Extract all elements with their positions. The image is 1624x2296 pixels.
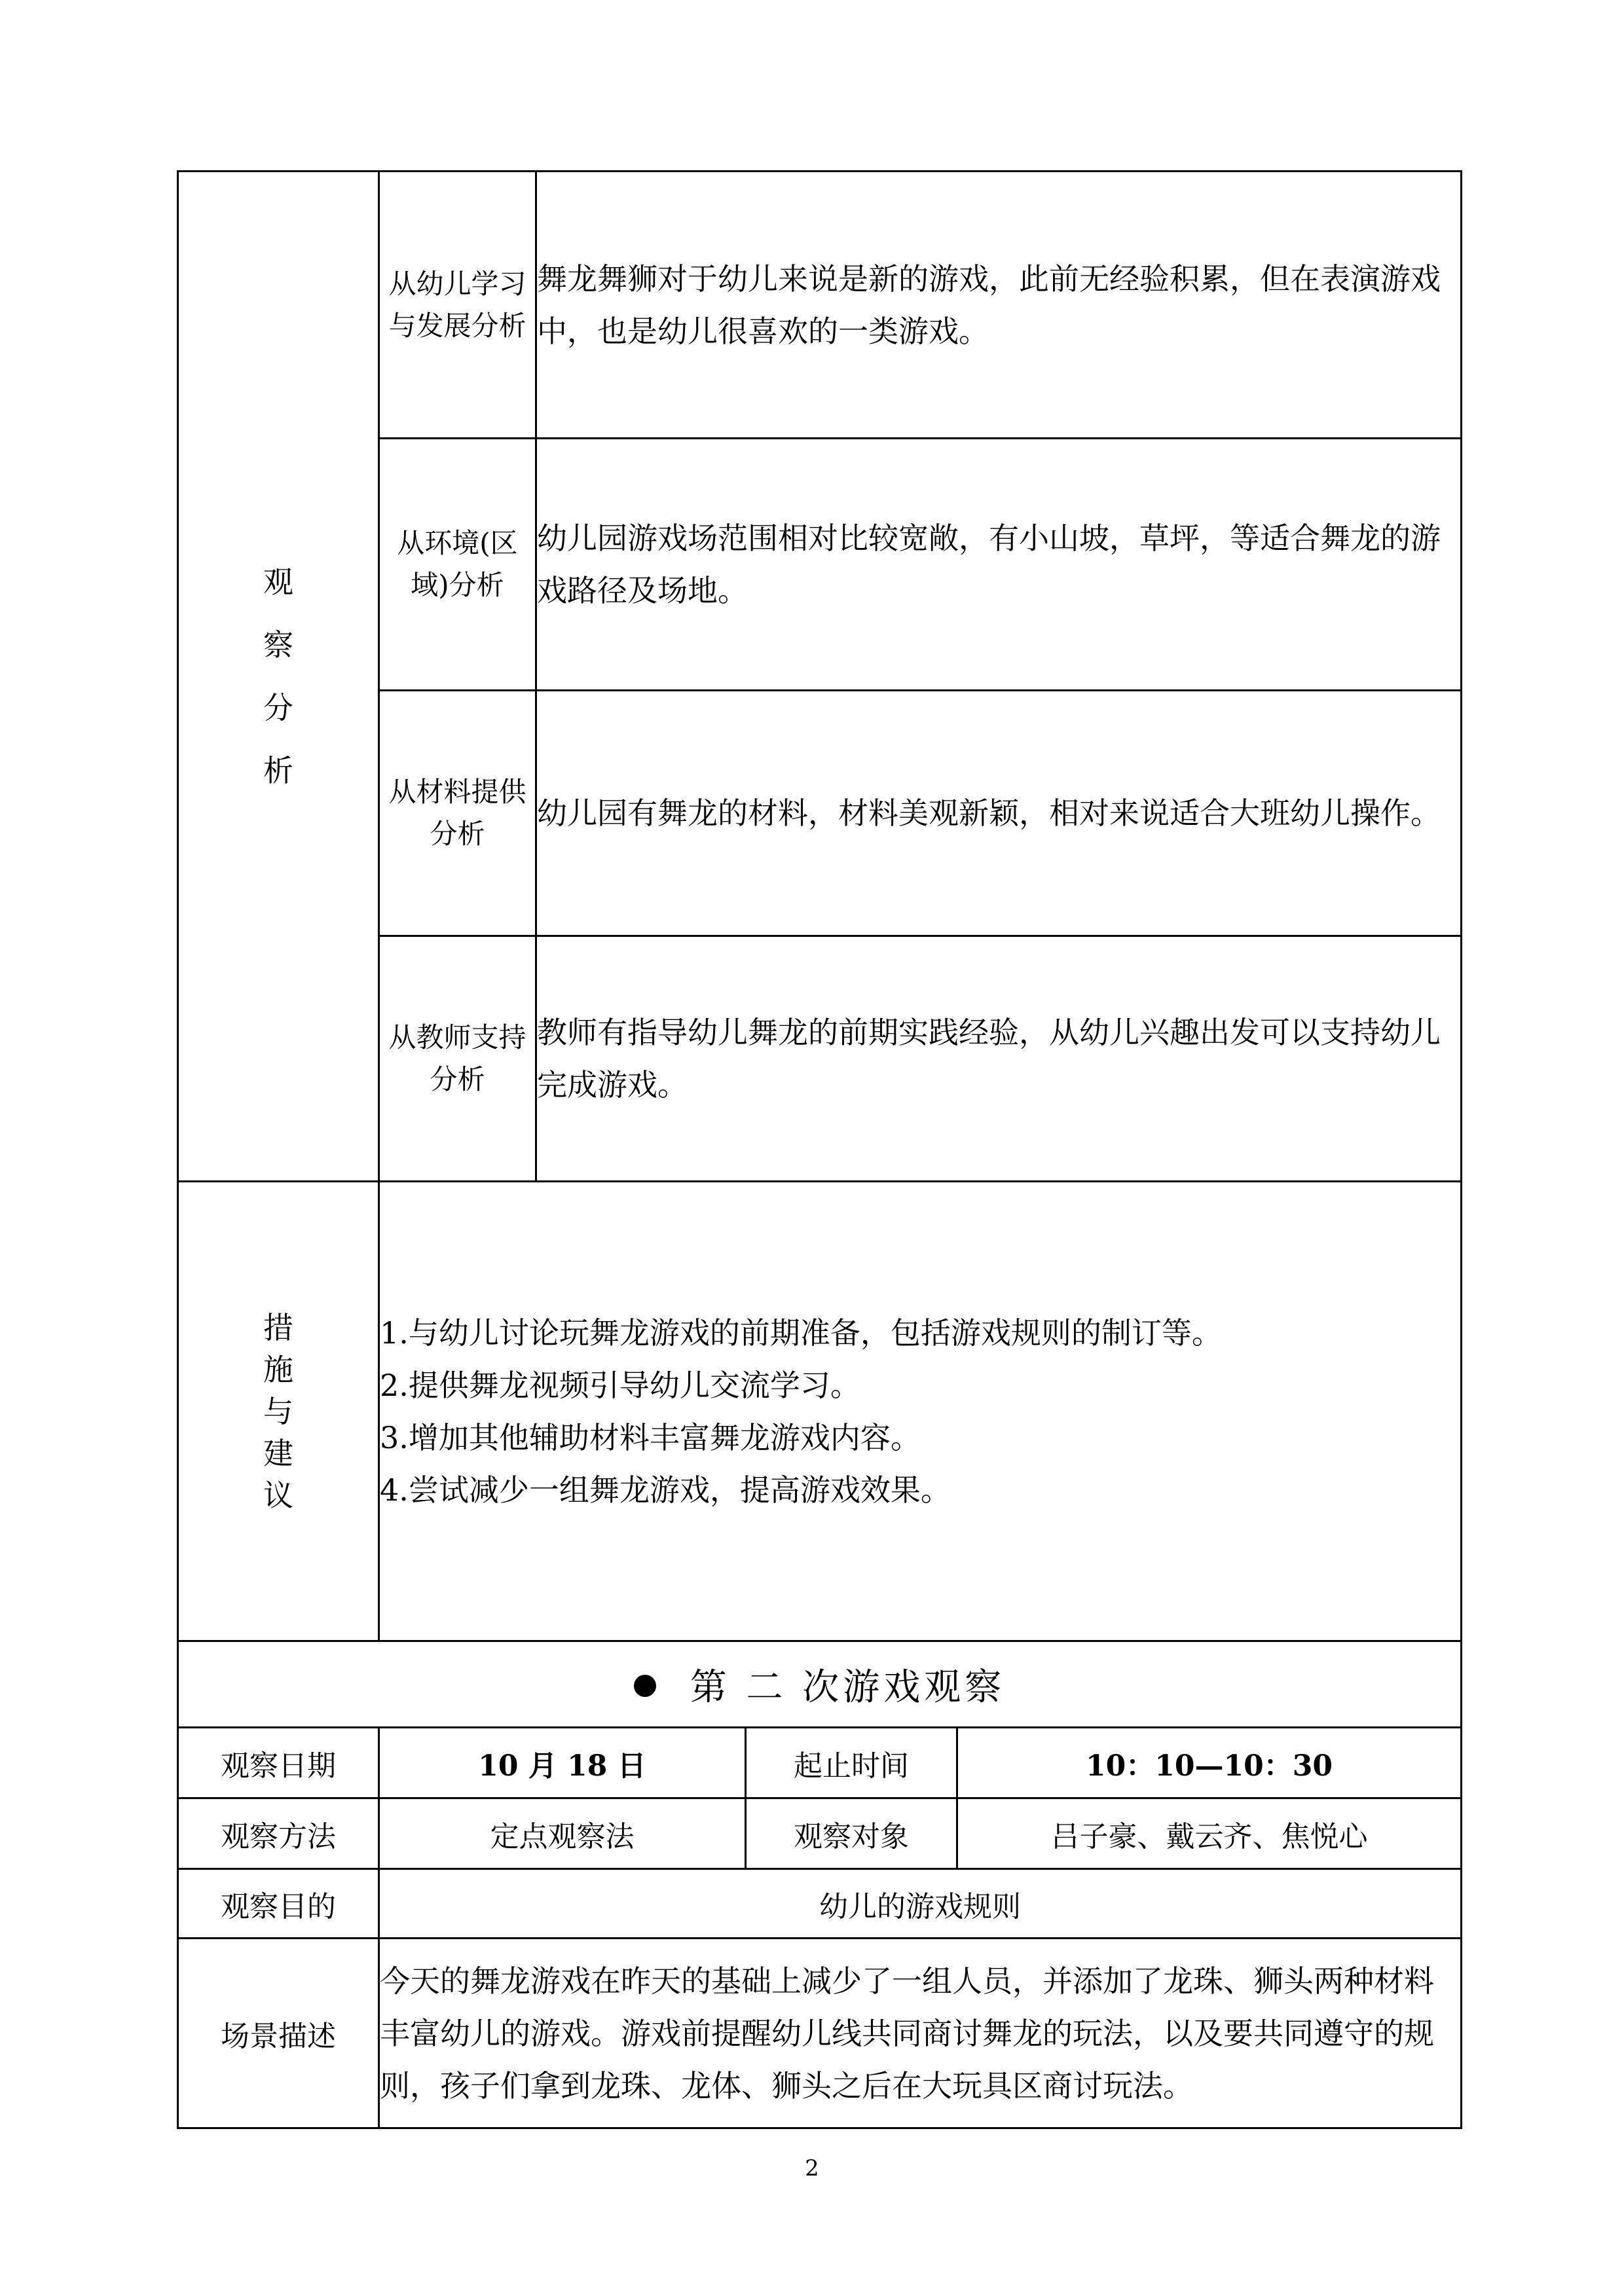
analysis-content-teacher: 教师有指导幼儿舞龙的前期实践经验，从幼儿兴趣出发可以支持幼儿完成游戏。 [536,936,1462,1182]
measures-content [379,1182,1462,1641]
analysis-label [178,172,379,1182]
analysis-content-environment: 幼儿园游戏场范围相对比较宽敞，有小山坡，草坪，等适合舞龙的游戏路径及场地。 [536,439,1462,691]
analysis-sublabel-teacher: 从教师支持分析 [379,936,536,1182]
analysis-label-char: 察 [263,627,293,663]
observation-target-value: 吕子豪、戴云齐、焦悦心 [957,1798,1462,1869]
section-heading-text: 第 二 次游戏观察 [690,1666,1006,1709]
analysis-label-char: 析 [263,753,293,788]
measures-item: 3.增加其他辅助材料丰富舞龙游戏内容。 [380,1419,921,1455]
scene-row [178,1939,1462,2128]
observation-method-row [178,1798,1462,1869]
observation-target-label: 观察对象 [746,1798,957,1869]
measures-item: 1.与幼儿讨论玩舞龙游戏的前期准备，包括游戏规则的制订等。 [380,1315,1222,1351]
scene-label: 场景描述 [178,1939,379,2128]
analysis-content-materials: 幼儿园有舞龙的材料，材料美观新颖，相对来说适合大班幼儿操作。 [536,691,1462,936]
section-heading [178,1641,1462,1728]
measures-label-char: 议 [263,1477,293,1513]
measures-label-char: 建 [263,1435,293,1471]
observation-method-value: 定点观察法 [379,1798,746,1869]
observation-method-label: 观察方法 [178,1798,379,1869]
observation-time-label: 起止时间 [746,1728,957,1798]
measures-label [178,1182,379,1641]
analysis-content-learning: 舞龙舞狮对于幼儿来说是新的游戏，此前无经验积累，但在表演游戏中，也是幼儿很喜欢的一类游戏。 [536,172,1462,439]
analysis-label-char: 分 [263,690,293,725]
measures-item: 4.尝试减少一组舞龙游戏，提高游戏效果。 [380,1472,951,1508]
measures-item: 2.提供舞龙视频引导幼儿交流学习。 [380,1367,860,1403]
bullet-icon [634,1675,656,1697]
measures-label-char: 施 [263,1351,293,1387]
analysis-sublabel-materials: 从材料提供分析 [379,691,536,936]
observation-purpose-label: 观察目的 [178,1869,379,1939]
observation-purpose-value: 幼儿的游戏规则 [379,1869,1462,1939]
analysis-sublabel-environment: 从环境(区域)分析 [379,439,536,691]
observation-record-table [177,170,1462,2129]
analysis-label-char: 观 [263,564,293,600]
analysis-sublabel-learning: 从幼儿学习与发展分析 [379,172,536,439]
observation-time-value: 10：10—10：30 [957,1728,1462,1798]
measures-label-char: 与 [263,1393,293,1429]
observation-date-row [178,1728,1462,1798]
measures-row [178,1182,1462,1641]
analysis-row-learning [178,172,1462,439]
observation-purpose-row [178,1869,1462,1939]
measures-label-char: 措 [263,1309,293,1345]
observation-date-label: 观察日期 [178,1728,379,1798]
section-heading-row [178,1641,1462,1728]
scene-description: 今天的舞龙游戏在昨天的基础上减少了一组人员，并添加了龙珠、狮头两种材料丰富幼儿的游戏。游戏前提醒幼儿线共同商讨舞龙的玩法，以及要共同遵守的规则，孩子们拿到龙珠、龙体、狮头之后在大玩具区商讨玩法。 [379,1939,1462,2128]
observation-date-value: 10 月 18 日 [379,1728,746,1798]
page-number: 2 [805,2155,819,2181]
